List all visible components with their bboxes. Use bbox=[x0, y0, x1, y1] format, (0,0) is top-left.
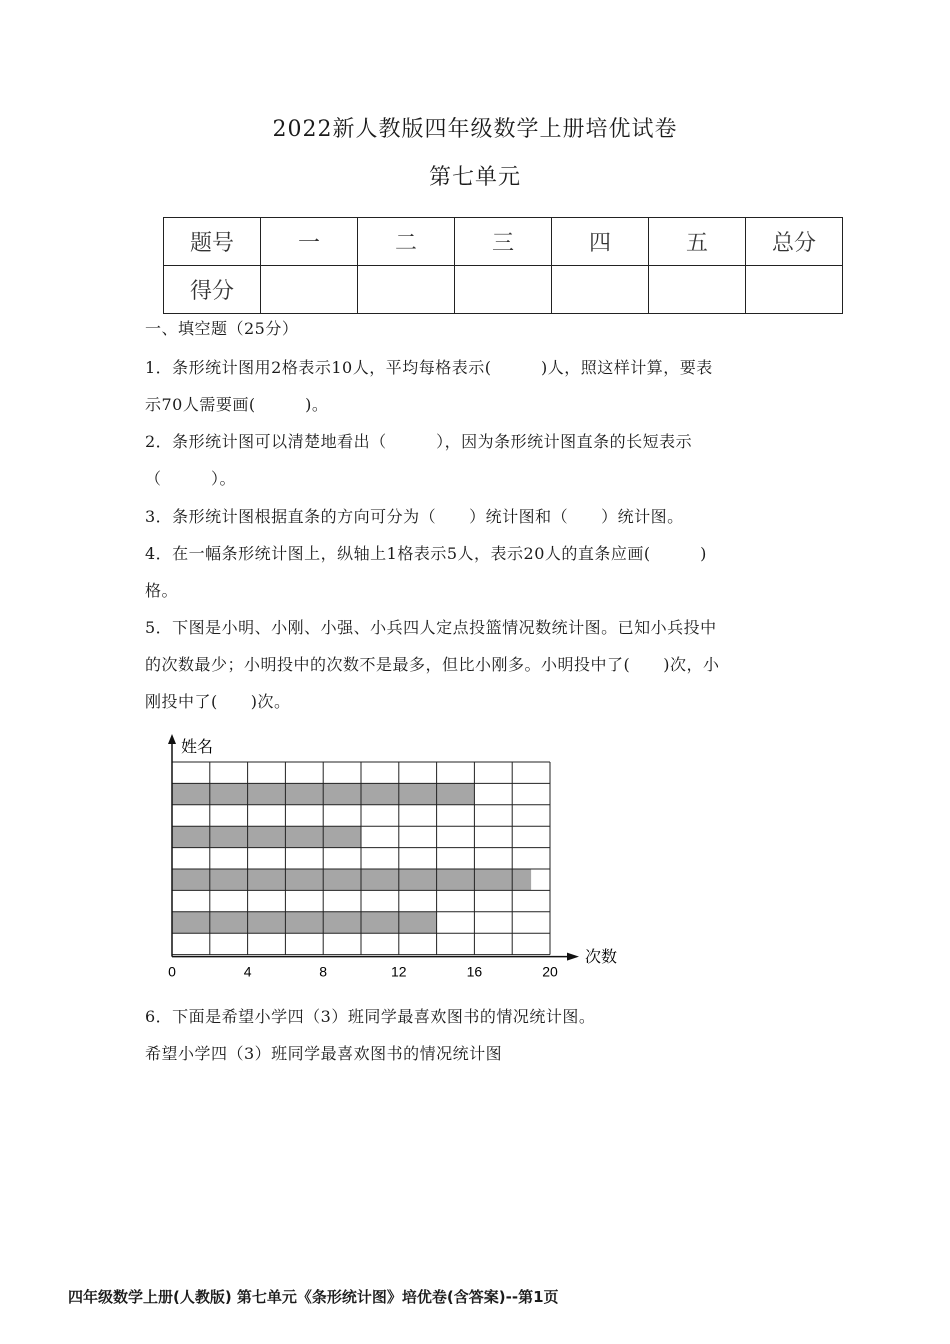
header-cell: 题号 bbox=[164, 218, 261, 266]
x-axis-arrow-icon bbox=[567, 953, 579, 961]
header-cell: 五 bbox=[649, 218, 746, 266]
score-cell[interactable] bbox=[261, 266, 358, 314]
unit-subtitle: 第七单元 bbox=[428, 165, 521, 190]
x-tick-label: 16 bbox=[466, 963, 483, 980]
score-row-label: 得分 bbox=[164, 266, 261, 314]
bar bbox=[172, 826, 361, 847]
question-1-line-1: 1．条形统计图用2格表示10人，平均每格表示( )人，照这样计算，要表 bbox=[145, 358, 713, 377]
page-footer: 四年级数学上册(人教版) 第七单元《条形统计图》培优卷(含答案)--第1页 bbox=[68, 1288, 559, 1306]
x-tick-label: 0 bbox=[168, 963, 176, 980]
score-cell[interactable] bbox=[649, 266, 746, 314]
question-6: 6．下面是希望小学四（3）班同学最喜欢图书的情况统计图。 bbox=[145, 1007, 596, 1026]
score-cell[interactable] bbox=[358, 266, 455, 314]
x-axis-label: 次数 bbox=[585, 949, 618, 966]
x-tick-label: 8 bbox=[319, 963, 328, 980]
x-tick-label: 4 bbox=[243, 963, 252, 980]
score-table bbox=[163, 217, 843, 314]
header-cell: 三 bbox=[455, 218, 552, 266]
question-5-line-2: 的次数最少；小明投中的次数不是最多，但比小刚多。小明投中了( )次，小 bbox=[145, 655, 720, 674]
bar bbox=[172, 869, 531, 890]
header-cell: 总分 bbox=[746, 218, 843, 266]
score-cell[interactable] bbox=[552, 266, 649, 314]
section-heading: 一、填空题（25分） bbox=[145, 319, 299, 338]
score-cell[interactable] bbox=[746, 266, 843, 314]
score-cell[interactable] bbox=[455, 266, 552, 314]
question-2-line-1: 2．条形统计图可以清楚地看出（ ），因为条形统计图直条的长短表示 bbox=[145, 432, 693, 451]
y-axis-label: 姓名 bbox=[181, 739, 214, 756]
question-3: 3．条形统计图根据直条的方向可分为（ ）统计图和（ ）统计图。 bbox=[145, 507, 684, 526]
question-5-line-1: 5．下图是小明、小刚、小强、小兵四人定点投篮情况数统计图。已知小兵投中 bbox=[145, 618, 717, 637]
score-table-header-row bbox=[164, 218, 843, 266]
question-1-line-2: 示70人需要画( )。 bbox=[145, 395, 329, 414]
x-tick-label: 12 bbox=[391, 963, 407, 980]
x-tick-label: 20 bbox=[542, 963, 558, 980]
exam-title: 2022新人教版四年级数学上册培优试卷 bbox=[272, 117, 678, 142]
question-4-line-2: 格。 bbox=[145, 581, 179, 600]
y-axis-arrow-icon bbox=[168, 734, 176, 744]
bar bbox=[172, 912, 437, 933]
header-cell: 一 bbox=[261, 218, 358, 266]
header-cell: 二 bbox=[358, 218, 455, 266]
question-5-line-3: 刚投中了( )次。 bbox=[145, 692, 291, 711]
header-cell: 四 bbox=[552, 218, 649, 266]
chart-caption: 希望小学四（3）班同学最喜欢图书的情况统计图 bbox=[145, 1044, 503, 1063]
basketball-bar-chart bbox=[155, 730, 635, 980]
question-2-line-2: （ ）。 bbox=[145, 469, 237, 488]
score-table-score-row bbox=[164, 266, 843, 314]
question-4-line-1: 4．在一幅条形统计图上，纵轴上1格表示5人，表示20人的直条应画( ) bbox=[145, 544, 707, 563]
